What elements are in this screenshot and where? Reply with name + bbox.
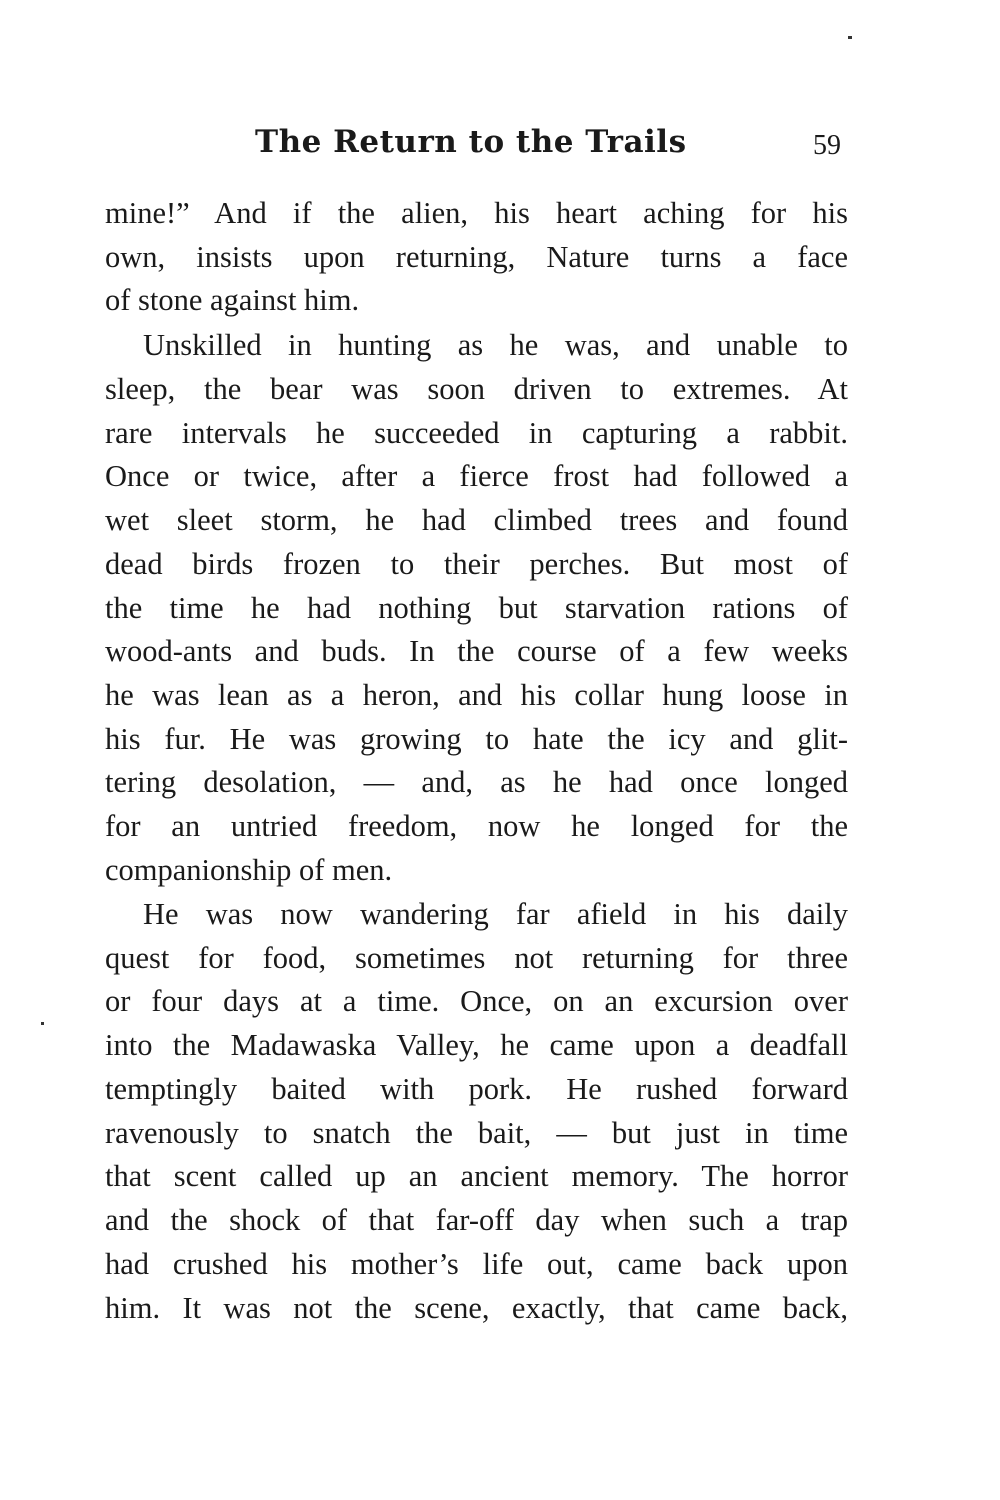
- text-line: Once or twice, after a fierce frost had followed a: [105, 459, 848, 493]
- text-line: sleep, the bear was soon driven to extremes. At: [105, 372, 848, 406]
- text-line: that scent called up an ancient memory. The horror: [105, 1159, 848, 1193]
- text-line: rare intervals he succeeded in capturing a rabbit.: [105, 416, 848, 450]
- running-title: The Return to the Trails: [255, 124, 687, 160]
- text-line: or four days at a time. Once, on an excursion over: [105, 984, 848, 1018]
- text-line: for an untried freedom, now he longed for the: [105, 809, 848, 843]
- text-line: companionship of men.: [105, 853, 393, 887]
- text-line: quest for food, sometimes not returning for three: [105, 941, 848, 975]
- text-line: wood-ants and buds. In the course of a few weeks: [105, 634, 848, 668]
- text-line: into the Madawaska Valley, he came upon a deadfall: [105, 1028, 848, 1062]
- text-line: Unskilled in hunting as he was, and unable to: [143, 328, 848, 362]
- text-line: of stone against him.: [105, 283, 360, 317]
- text-line: tering desolation, — and, as he had once longed: [105, 765, 848, 799]
- text-line: temptingly baited with pork. He rushed forward: [105, 1072, 848, 1106]
- text-line: and the shock of that far-off day when such a trap: [105, 1203, 848, 1237]
- text-line: he was lean as a heron, and his collar hung loose in: [105, 678, 848, 712]
- text-line: his fur. He was growing to hate the icy and glit-: [105, 722, 848, 756]
- text-line: mine!” And if the alien, his heart aching for his: [105, 196, 848, 230]
- text-line: wet sleet storm, he had climbed trees and found: [105, 503, 848, 537]
- text-line: He was now wandering far afield in his daily: [143, 897, 848, 931]
- text-line: had crushed his mother’s life out, came back upon: [105, 1247, 848, 1281]
- scan-speck: [848, 36, 852, 39]
- text-line: own, insists upon returning, Nature turns a face: [105, 240, 848, 274]
- scan-speck: [41, 1022, 44, 1025]
- text-line: the time he had nothing but starvation rations of: [105, 591, 848, 625]
- text-line: him. It was not the scene, exactly, that came back,: [105, 1291, 848, 1325]
- text-line: dead birds frozen to their perches. But most of: [105, 547, 848, 581]
- text-line: ravenously to snatch the bait, — but just in time: [105, 1116, 848, 1150]
- page-number: 59: [813, 130, 841, 161]
